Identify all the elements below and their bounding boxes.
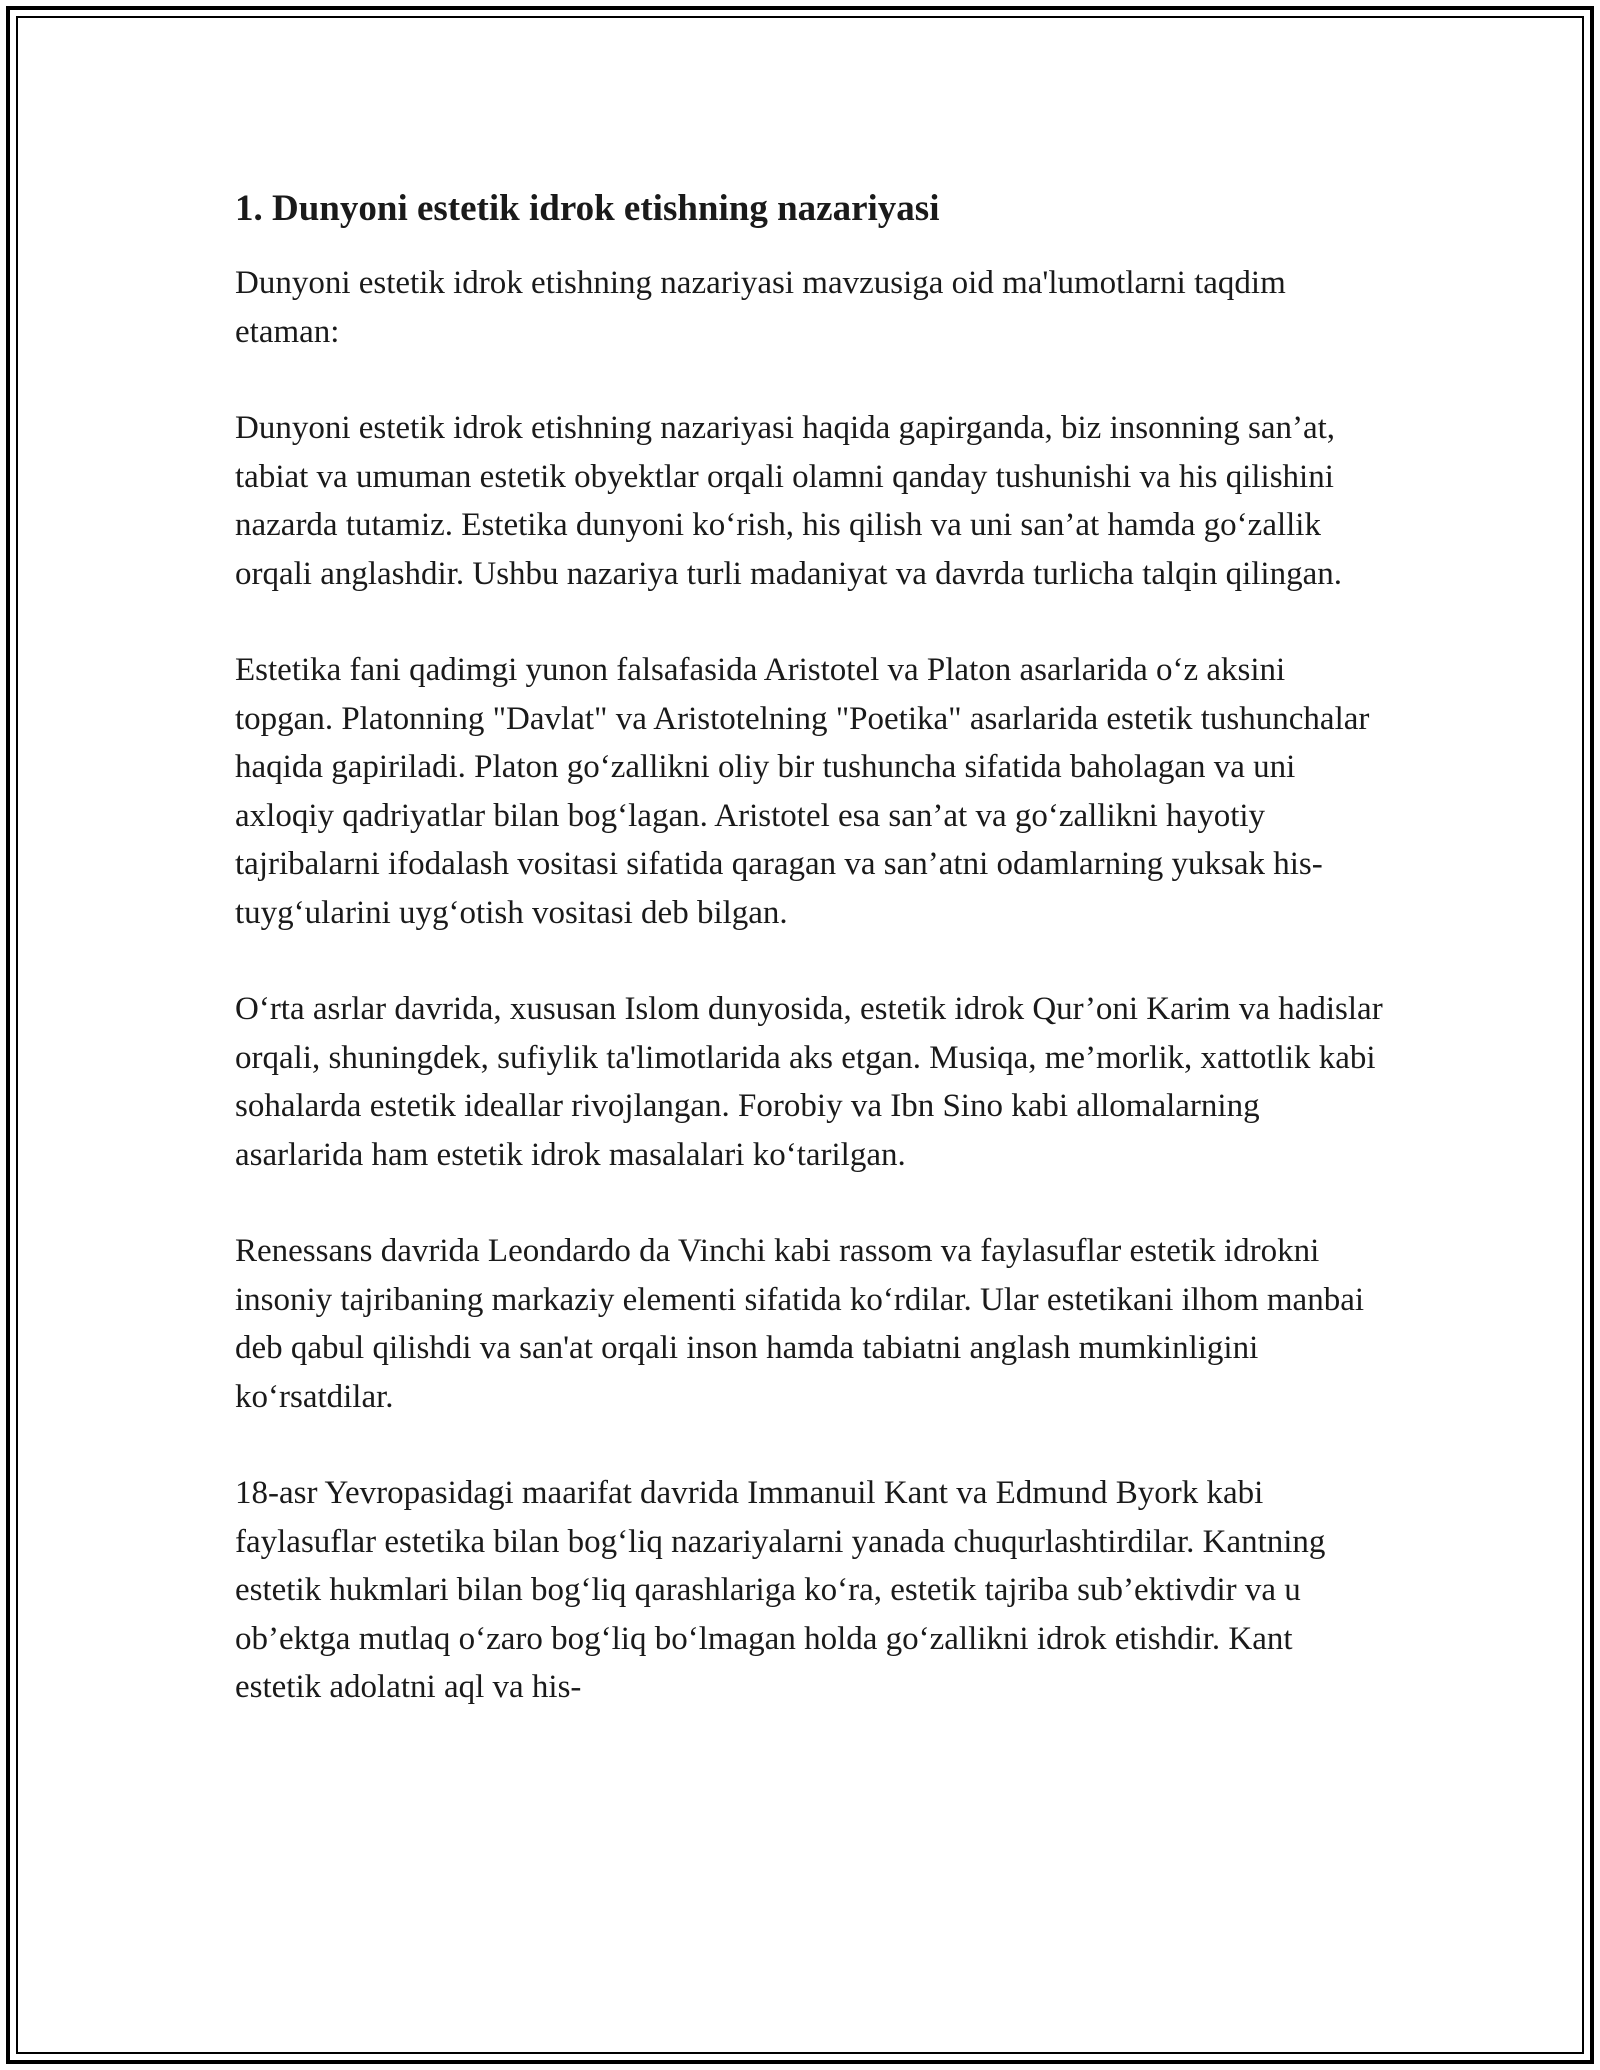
- section-heading: 1. Dunyoni estetik idrok etishning nazariyasi: [235, 188, 940, 229]
- paragraph-ancient-greece: Estetika fani qadimgi yunon falsafasida Aristotel va Platon asarlarida o‘z aksini topgan. Platonning "Davlat" va Aristotelning "Poetika" asarlarida estetik tushunchalar haqida gapiriladi. Platon go‘zallikni oliy bir tushuncha sifatida baholagan va uni axloqiy qadriyatlar bilan bog‘lagan. Aristotel esa san’at va go‘zallikni hayotiy tajribalarni ifodalash vositasi sifatida qaragan va san’atni odamlarning yuksak his-tuyg‘ularini uyg‘otish vositasi deb bilgan.: [235, 652, 1370, 931]
- document-body: [235, 185, 1385, 1760]
- paragraph-enlightenment: 18-asr Yevropasidagi maarifat davrida Immanuil Kant va Edmund Byork kabi faylasuflar estetika bilan bog‘liq nazariyalarni yanada chuqurlashtirdilar. Kantning estetik hukmlari bilan bog‘liq qarashlariga ko‘ra, estetik tajriba sub’ektivdir va u ob’ektga mutlaq o‘zaro bog‘liq bo‘lmagan holda go‘zallikni idrok etishdir. Kant estetik adolatni aql va his-: [235, 1475, 1326, 1705]
- paragraph-middle-ages: O‘rta asrlar davrida, xususan Islom dunyosida, estetik idrok Qur’oni Karim va hadislar orqali, shuningdek, sufiylik ta'limotlarida aks etgan. Musiqa, me’morlik, xattotlik kabi sohalarda estetik ideallar rivojlangan. Forobiy va Ibn Sino kabi allomalarning asarlarida ham estetik idrok masalalari ko‘tarilgan.: [235, 991, 1383, 1173]
- paragraph-definition: Dunyoni estetik idrok etishning nazariyasi haqida gapirganda, biz insonning san’at, tabiat va umuman estetik obyektlar orqali olamni qanday tushunishi va his qilishini nazarda tutamiz. Estetika dunyoni ko‘rish, his qilish va uni san’at hamda go‘zallik orqali anglashdir. Ushbu nazariya turli madaniyat va davrda turlicha talqin qilingan.: [235, 410, 1342, 592]
- paragraph-intro: Dunyoni estetik idrok etishning nazariyasi mavzusiga oid ma'lumotlarni taqdim etaman:: [235, 265, 1286, 350]
- paragraph-renaissance: Renessans davrida Leondardo da Vinchi kabi rassom va faylasuflar estetik idrokni insoniy tajribaning markaziy elementi sifatida ko‘rdilar. Ular estetikani ilhom manbai deb qabul qilishdi va san'at orqali inson hamda tabiatni anglash mumkinligini ko‘rsatdilar.: [235, 1233, 1365, 1415]
